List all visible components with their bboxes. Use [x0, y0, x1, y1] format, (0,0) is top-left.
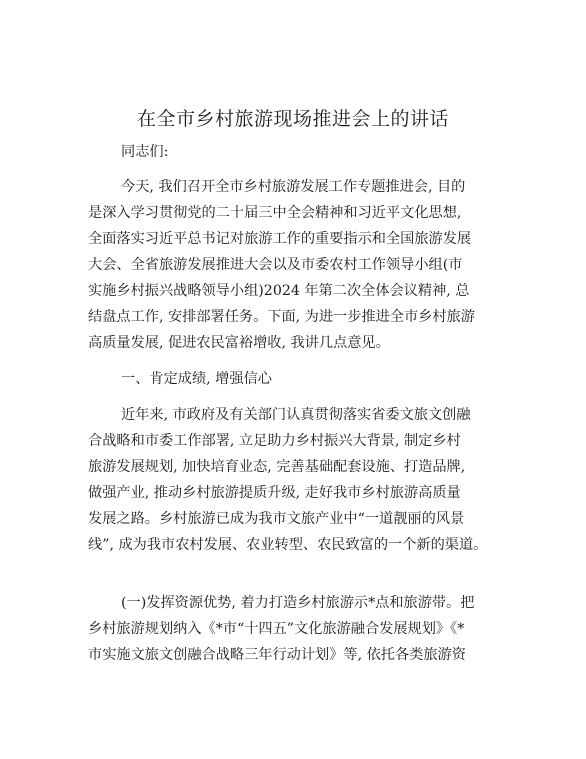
paragraph-line: 做强产业, 推动乡村旅游提质升级, 走好我市乡村旅游高质量: [88, 485, 461, 501]
paragraph-line: 发展之路。乡村旅游已成为我市文旅产业中“一道靓丽的风景: [88, 511, 465, 527]
paragraph-line: 高质量发展, 促进农民富裕增收, 我讲几点意见。: [88, 335, 390, 351]
paragraph-line: 市实施文旅文创融合战略三年行动计划》等, 依托各类旅游资: [88, 647, 466, 663]
salutation: 同志们:: [121, 144, 169, 160]
paragraph-line: 合战略和市委工作部署, 立足助力乡村振兴大背景, 制定乡村: [88, 433, 461, 449]
paragraph-line: 旅游发展规划, 加快培育业态, 完善基础配套设施、打造品牌,: [88, 459, 466, 475]
paragraph-line: 线”, 成为我市农村发展、农业转型、农民致富的一个新的渠道。: [88, 537, 488, 553]
paragraph-line: 近年来, 市政府及有关部门认真贯彻落实省委文旅文创融: [121, 407, 471, 423]
paragraph-line: 实施乡村振兴战略领导小组)2024 年第二次全体会议精神, 总: [88, 283, 470, 299]
paragraph-line: 乡村旅游规划纳入《*市“十四五”文化旅游融合发展规划》《*: [88, 621, 465, 637]
paragraph-line: 是深入学习贯彻党的二十届三中全会精神和习近平文化思想,: [88, 205, 462, 221]
paragraph-line: (一)发挥资源优势, 着力打造乡村旅游示*点和旅游带。把: [121, 595, 475, 611]
document-title: 在全市乡村旅游现场推进会上的讲话: [136, 108, 449, 130]
section-heading: 一、肯定成绩, 增强信心: [121, 371, 272, 387]
paragraph-line: 今天, 我们召开全市乡村旅游发展工作专题推进会, 目的: [121, 179, 466, 195]
paragraph-line: 全面落实习近平总书记对旅游工作的重要指示和全国旅游发展: [88, 231, 472, 247]
paragraph-line: 大会、全省旅游发展推进大会以及市委农村工作领导小组(市: [88, 257, 463, 273]
paragraph-line: 结盘点工作, 安排部署任务。下面, 为进一步推进全市乡村旅游: [88, 309, 475, 325]
